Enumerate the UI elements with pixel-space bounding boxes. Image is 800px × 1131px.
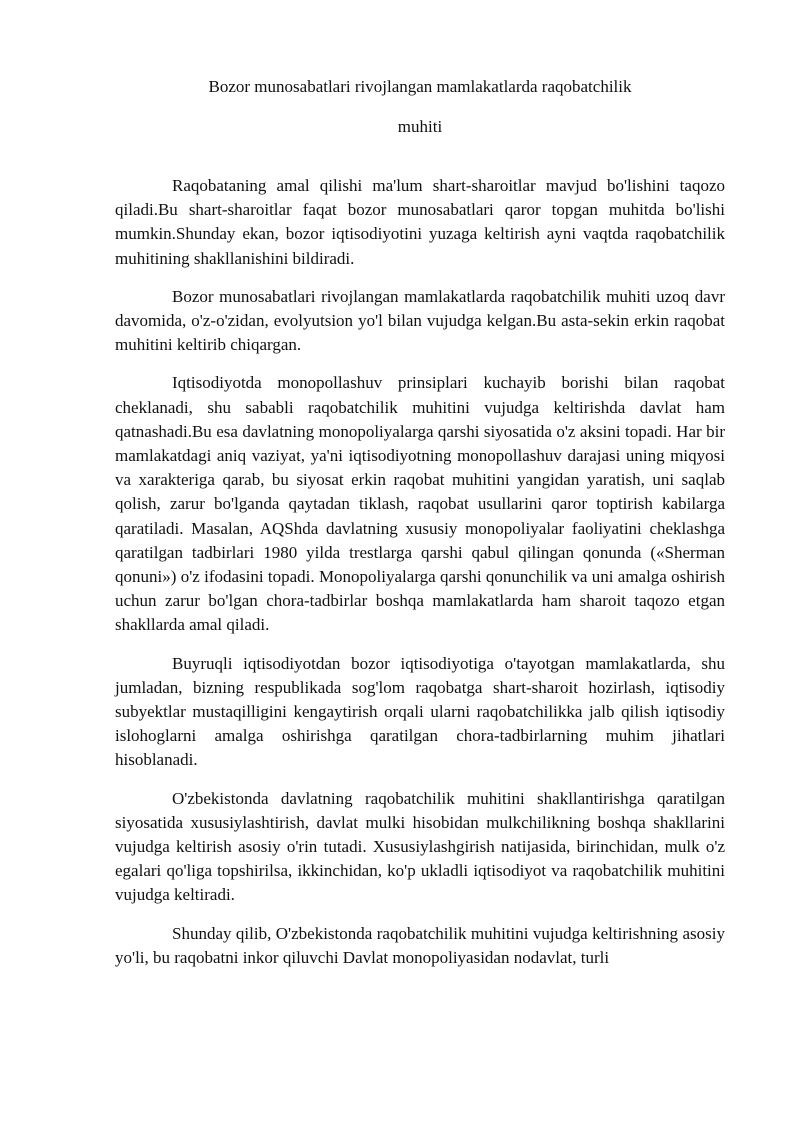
paragraph-6: Shunday qilib, O'zbekistonda raqobatchilik muhitini vujudga keltirishning asosiy yo'li, bu raqobatni inkor qiluvchi Davlat monopoliyasidan nodavlat, turli <box>115 923 725 967</box>
paragraph-4: Buyruqli iqtisodiyotdan bozor iqtisodiyotiga o'tayotgan mamlakatlarda, shu jumladan, bizning respublikada sog'lom raqobatga shart-sharoit hozirlash, iqtisodiy subyektlar mustaqilligini kengaytirish orqali ularni raqobatchilikka jalb qilish iqtisodiy islohoglarni amalga oshirishga qaratilgan chora-tadbirlarning muhim jihatlari hisoblanadi. <box>115 653 725 770</box>
document-body <box>115 174 725 984</box>
paragraph-1: Raqobataning amal qilishi ma'lum shart-sharoitlar mavjud bo'lishini taqozo qiladi.Bu shart-sharoitlar faqat bozor munosabatlari qaror topgan muhitda bo'lishi mumkin.Shunday ekan, bozor iqtisodiyotini yuzaga keltirish ayni vaqtda raqobatchilik muhitining shakllanishini bildiradi. <box>115 176 725 268</box>
paragraph-3: Iqtisodiyotda monopollashuv prinsiplari kuchayib borishi bilan raqobat cheklanadi, shu sababli raqobatchilik muhitini vujudga keltirishda davlat ham qatnashadi.Bu esa davlatning monopoliyalarga qarshi siyosatida o'z aksini topadi. Har bir mamlakatdagi aniq vaziyat, ya'ni iqtisodiyotning monopollashuv darajasi uning miqyosi va xarakteriga qarab, bu siyosat erkin raqobat muhitini yangidan yaratish, uni saqlab qolish, zarur bo'lganda qaytadan tiklash, raqobat usullarini qaror toptirish kabilarga qaratiladi. Masalan, AQShda davlatning xususiy monopoliyalar faoliyatini cheklashga qaratilgan tadbirlari 1980 yilda trestlarga qarshi qabul qilingan qonunda («Sherman qonuni») o'z ifodasini topadi. Monopoliyalarga qarshi qonunchilik va uni amalga oshirish uchun zarur bo'lgan chora-tadbirlar boshqa mamlakatlarda ham sharoit taqozo etgan shakllarda amal qiladi. <box>115 373 725 635</box>
document-title-line-2: muhiti <box>397 117 443 136</box>
paragraph-2: Bozor munosabatlari rivojlangan mamlakatlarda raqobatchilik muhiti uzoq davr davomida, o'z-o'zidan, evolyutsion yo'l bilan vujudga kelgan.Bu asta-sekin erkin raqobat muhitini keltirib chiqargan. <box>115 286 725 355</box>
document-title-line-1: Bozor munosabatlari rivojlangan mamlakatlarda raqobatchilik <box>208 77 632 96</box>
paragraph-5: O'zbekistonda davlatning raqobatchilik muhitini shakllantirishga qaratilgan siyosatida xususiylashtirish, davlat mulki hisobidan mulkchilikning boshqa shakllarini vujudga keltirish asosiy o'rin tutadi. Xususiylashgirish natijasida, birinchidan, mulk o'z egalari qo'liga topshirilsa, ikkinchidan, ko'p ukladli iqtisodiyot va raqobatchilik muhitini vujudga keltiradi. <box>115 788 725 905</box>
